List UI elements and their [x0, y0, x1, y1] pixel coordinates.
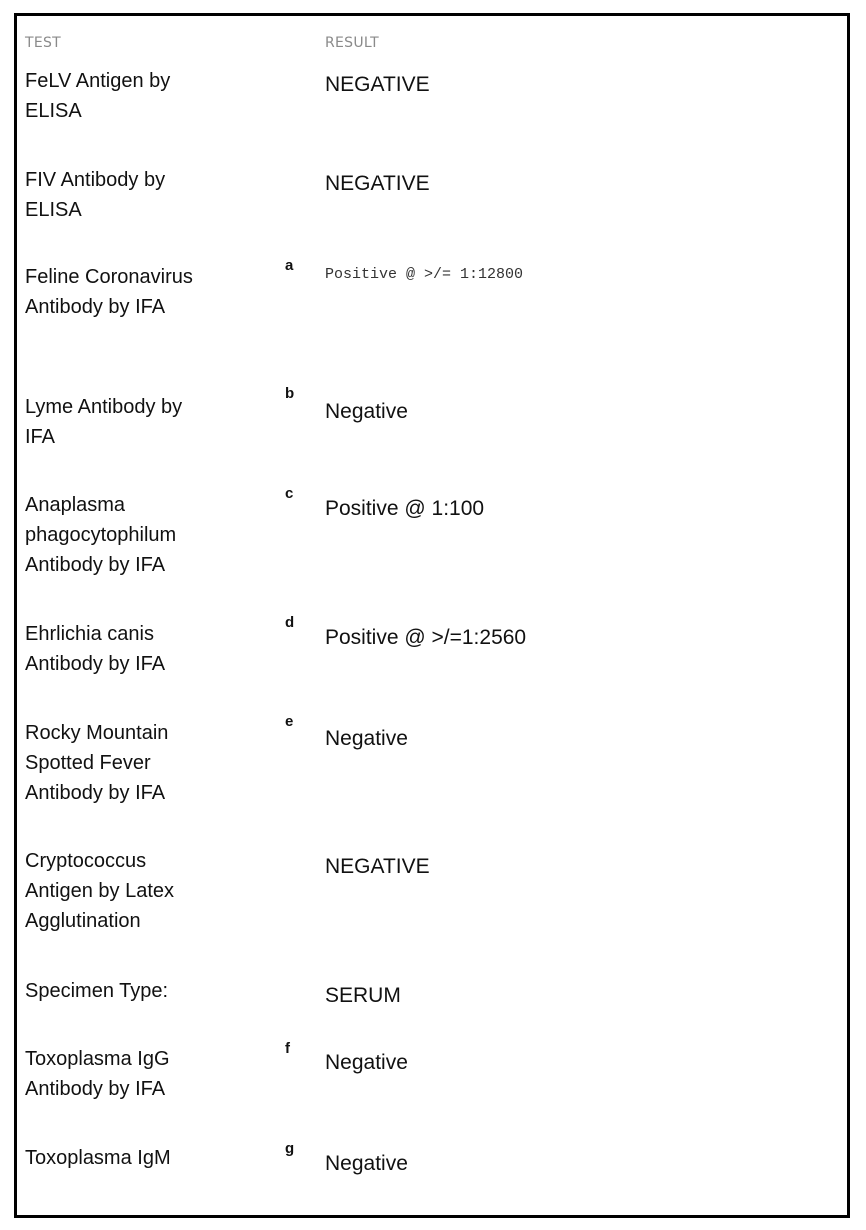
test-result: Positive @ >/=1:2560: [325, 626, 527, 649]
footnote-marker: c: [285, 485, 294, 502]
test-result: Negative: [325, 1152, 408, 1175]
test-result: Positive @ >/= 1:12800: [325, 266, 524, 283]
test-name: Specimen Type:: [25, 980, 169, 1002]
test-name: Lyme Antibody by IFA: [25, 396, 183, 448]
test-result: NEGATIVE: [325, 172, 430, 195]
test-name: Toxoplasma IgG Antibody by IFA: [25, 1048, 170, 1100]
footnote-marker: d: [285, 614, 295, 631]
footnote-marker: f: [285, 1040, 290, 1057]
test-result: Negative: [325, 400, 408, 423]
test-name: Rocky Mountain Spotted Fever Antibody by IFA: [25, 722, 169, 804]
footnote-marker: e: [285, 713, 294, 730]
footnote-marker: g: [285, 1140, 295, 1157]
test-name: Ehrlichia canis Antibody by IFA: [25, 623, 166, 675]
test-result: Positive @ 1:100: [325, 497, 485, 520]
test-result: Negative: [325, 1051, 408, 1074]
test-name: FeLV Antigen by ELISA: [25, 70, 171, 122]
test-name: Anaplasma phagocytophilum Antibody by IFA: [25, 494, 177, 576]
footnote-marker: b: [285, 385, 295, 402]
footnote-marker: a: [285, 257, 294, 274]
test-name: FIV Antibody by ELISA: [25, 169, 166, 221]
results-table: [14, 13, 850, 1218]
column-header-test: TEST: [25, 35, 62, 51]
column-header-result: RESULT: [325, 35, 379, 51]
test-result: Negative: [325, 727, 408, 750]
test-name: Toxoplasma IgM: [25, 1147, 171, 1169]
test-name: Feline Coronavirus Antibody by IFA: [25, 266, 193, 318]
test-result: NEGATIVE: [325, 73, 430, 96]
test-result: SERUM: [325, 984, 401, 1007]
test-name: Cryptococcus Antigen by Latex Agglutination: [25, 850, 174, 932]
test-result: NEGATIVE: [325, 855, 430, 878]
